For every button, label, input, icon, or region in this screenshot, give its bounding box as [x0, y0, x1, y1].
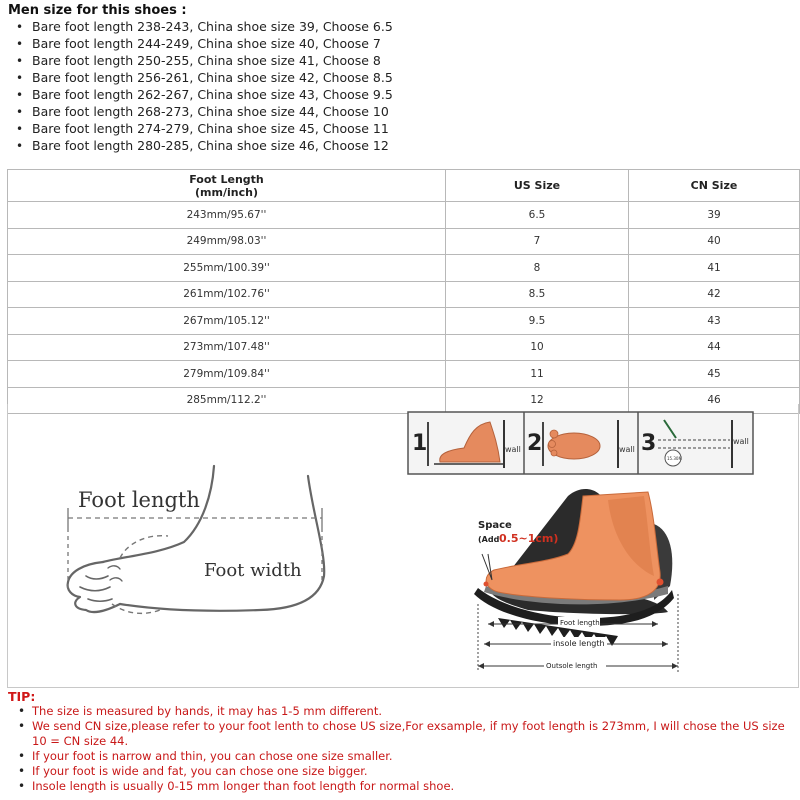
- size-table: [7, 169, 800, 414]
- foot-length-label: Foot length: [78, 488, 200, 512]
- list-item: • Bare foot length 256-261, China shoe size 42, Choose 8.5: [16, 69, 393, 86]
- header-foot-length: Foot Length: [189, 172, 264, 186]
- foot-width-dashes: [112, 536, 168, 614]
- table-row: [8, 202, 800, 229]
- wall-label: wall: [733, 437, 749, 446]
- toe-nails: [108, 566, 122, 581]
- cell-us-size: 10: [446, 334, 629, 361]
- measurement-illustration: [7, 404, 799, 688]
- tip-item: • We send CN size,please refer to your foot lenth to chose US size,For exsample, if my foot length is 273mm, I will chose the US size 10 = CN size 44.: [16, 719, 796, 749]
- cell-foot-length: 285mm/112.2'': [8, 387, 446, 414]
- table-row: [8, 361, 800, 388]
- wall-label: wall: [505, 445, 521, 454]
- list-item: • Bare foot length 244-249, China shoe size 40, Choose 7: [16, 35, 393, 52]
- cell-cn-size: 41: [629, 255, 800, 282]
- space-add-label: (Add: [478, 535, 500, 544]
- header-unit: (mm/inch): [195, 185, 258, 199]
- size-list: [16, 18, 393, 154]
- shoe-diagram: [474, 489, 678, 672]
- column-header-us-size: US Size: [446, 170, 629, 202]
- cell-us-size: 8.5: [446, 281, 629, 308]
- cell-foot-length: 279mm/109.84'': [8, 361, 446, 388]
- cell-us-size: 7: [446, 228, 629, 255]
- cell-foot-length: 249mm/98.03'': [8, 228, 446, 255]
- table-row: [8, 255, 800, 282]
- step-number: 2: [527, 431, 543, 456]
- cell-cn-size: 43: [629, 308, 800, 335]
- table-row: [8, 308, 800, 335]
- toe-lines: [80, 576, 112, 601]
- step3-badge: 15.30M: [667, 456, 682, 461]
- column-header-foot-length: [8, 170, 446, 202]
- space-label: Space: [478, 520, 512, 531]
- step-number: 3: [641, 431, 657, 456]
- list-item: • Bare foot length 268-273, China shoe size 44, Choose 10: [16, 103, 393, 120]
- cell-foot-length: 273mm/107.48'': [8, 334, 446, 361]
- list-item: • Bare foot length 262-267, China shoe size 43, Choose 9.5: [16, 86, 393, 103]
- table-header-row: [8, 170, 800, 202]
- table-row: [8, 228, 800, 255]
- tip-title: TIP:: [8, 689, 36, 704]
- cell-us-size: 6.5: [446, 202, 629, 229]
- cell-cn-size: 42: [629, 281, 800, 308]
- table-row: [8, 281, 800, 308]
- step-number: 1: [412, 431, 428, 456]
- cell-us-size: 8: [446, 255, 629, 282]
- cell-cn-size: 45: [629, 361, 800, 388]
- wall-label: wall: [619, 445, 635, 454]
- cell-foot-length: 267mm/105.12'': [8, 308, 446, 335]
- insole-foot-length-label: Foot length: [560, 619, 600, 627]
- list-item: • Bare foot length 250-255, China shoe size 41, Choose 8: [16, 52, 393, 69]
- cell-us-size: 11: [446, 361, 629, 388]
- cell-us-size: 9.5: [446, 308, 629, 335]
- tip-item: • Insole length is usually 0-15 mm longer than foot length for normal shoe.: [16, 779, 796, 794]
- cell-us-size: 12: [446, 387, 629, 414]
- insole-length-label: insole length: [553, 639, 605, 648]
- cell-foot-length: 243mm/95.67'': [8, 202, 446, 229]
- foot-outline-top: [103, 466, 214, 562]
- list-item: • Bare foot length 274-279, China shoe size 45, Choose 11: [16, 120, 393, 137]
- list-item: • Bare foot length 238-243, China shoe size 39, Choose 6.5: [16, 18, 393, 35]
- cell-foot-length: 255mm/100.39'': [8, 255, 446, 282]
- illustration-svg: [8, 404, 800, 688]
- page-heading: Men size for this shoes :: [8, 3, 187, 18]
- cell-foot-length: 261mm/102.76'': [8, 281, 446, 308]
- table-row: [8, 334, 800, 361]
- tip-list: [16, 704, 796, 794]
- list-item: • Bare foot length 280-285, China shoe size 46, Choose 12: [16, 137, 393, 154]
- cell-cn-size: 46: [629, 387, 800, 414]
- cell-cn-size: 39: [629, 202, 800, 229]
- tip-item: • The size is measured by hands, it may has 1-5 mm different.: [16, 704, 796, 719]
- space-value-label: 0.5~1cm): [499, 532, 559, 545]
- cell-cn-size: 40: [629, 228, 800, 255]
- step-panels: [408, 412, 753, 474]
- tip-item: • If your foot is narrow and thin, you can chose one size smaller.: [16, 749, 796, 764]
- column-header-cn-size: CN Size: [629, 170, 800, 202]
- tip-item: • If your foot is wide and fat, you can chose one size bigger.: [16, 764, 796, 779]
- foot-width-label: Foot width: [204, 560, 302, 581]
- outsole-length-label: Outsole length: [546, 662, 598, 670]
- cell-cn-size: 44: [629, 334, 800, 361]
